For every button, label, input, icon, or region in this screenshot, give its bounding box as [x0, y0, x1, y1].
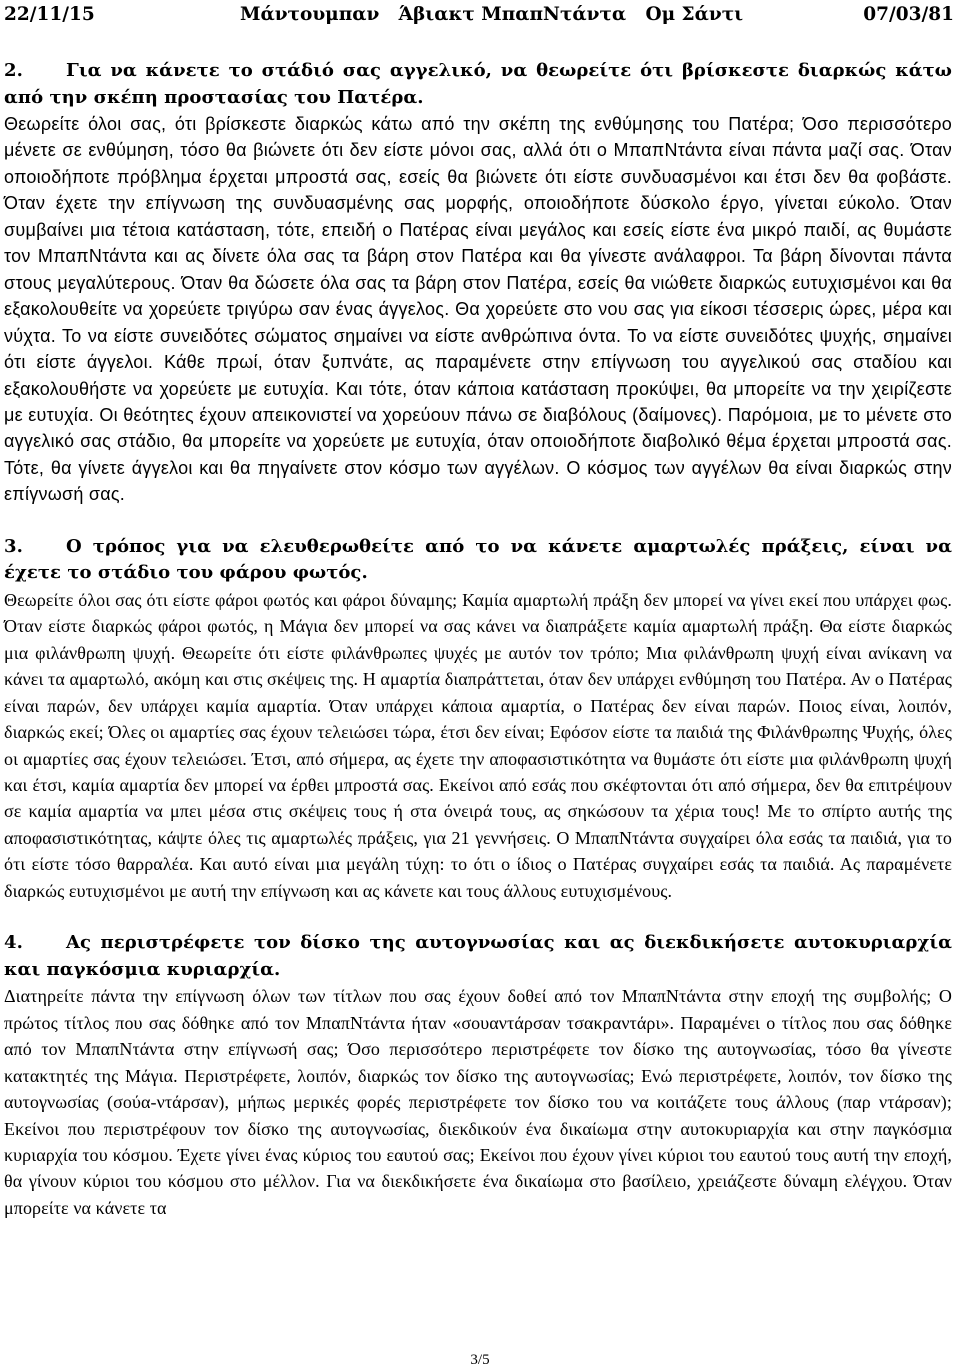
section-spacer: [4, 904, 952, 930]
section-2-body: Θεωρείτε όλοι σας, ότι βρίσκεστε διαρκώς κάτω από την σκέπη της ενθύμησης του Πατέρα; Όσο περισσότερο μένετε σε ενθύμηση, τόσο θα βιώνετε ότι δεν είστε μόνοι σας, αλλά ότι ο ΜπαπΝτάντα είναι πάντα μαζί σας. Όταν οποιοδήποτε πρόβλημα έρχεται μπροστά σας, εσείς θα βιώνετε ότι είστε συνδυασμένοι και έτσι δεν θα φοβάστε. Όταν έχετε την επίγνωση της συνδυασμένης σας μορφής, οποιοδήποτε δύσκολο έργο, γίνεται εύκολο. Όταν συμβαίνει μια τέτοια κατάσταση, τότε, επειδή ο Πατέρας είναι μεγάλος και εσείς είστε ένα μικρό παιδί, ας θυμάστε τον ΜπαπΝτάντα και ας δίνετε όλα σας τα βάρη στον Πατέρα και θα γίνεστε ανάλαφροι. Τα βάρη δίνονται πάντα στους μεγαλύτερους. Όταν θα δώσετε όλα σας τα βάρη στον Πατέρα, εσείς θα νιώθετε διαρκώς ευτυχισμένοι και θα εξακολουθείτε να χορεύετε τριγύρω σαν ένας άγγελος. Θα χορεύετε στο νου σας για είκοσι τέσσερις ώρες, μέρα και νύχτα. Το να είστε συνειδότες σώματος σημαίνει να είστε ανθρώπινα όντα. Το να είστε συνειδότες ψυχής, σημαίνει ότι είστε άγγελοι. Κάθε πρωί, όταν ξυπνάτε, ας παραμένετε στην επίγνωση του αγγελικού σας σταδίου και εξακολουθήστε να χορεύετε με ευτυχία. Και τότε, όταν κάποια κατάσταση προκύψει, θα μπορείτε να την χειρίζεστε με ευτυχία. Οι θεότητες έχουν απεικονιστεί να χορεύουν πάνω σε διαβόλους (δαίμονες). Παρόμοια, με το μένετε στο αγγελικό σας στάδιο, θα μπορείτε να χορεύετε με ευτυχία, όταν οποιοδήποτε διαβολικό θέμα έρχεται μπροστά σας. Τότε, θα γίνετε άγγελοι και θα πηγαίνετε στον κόσμο των αγγέλων. Ο κόσμος των αγγέλων θα είναι διαρκώς στην επίγνωσή σας.: [4, 114, 952, 505]
section-4-heading-text: Ας περιστρέφετε τον δίσκο της αυτογνωσίας και ας διεκδικήσετε αυτοκυριαρχία και παγκόσμια κυριαρχία.: [4, 932, 952, 980]
section-3-heading: [4, 534, 952, 587]
section-2-heading-text: Για να κάνετε το στάδιό σας αγγελικό, να θεωρείτε ότι βρίσκεστε διαρκώς κάτω από την σκέπη προστασίας του Πατέρα.: [4, 60, 952, 108]
header-date-right: 07/03/81: [863, 4, 954, 25]
page-header: [4, 2, 954, 28]
header-title: Μάντουμπαν Άβιακτ ΜπαπΝτάντα Ομ Σάντι: [240, 4, 744, 25]
section-2-heading: [4, 58, 952, 111]
document-body: [4, 58, 952, 1221]
section-spacer: [4, 508, 952, 534]
section-2-number: 2.: [4, 60, 23, 81]
section-4-body: Διατηρείτε πάντα την επίγνωση όλων των τίτλων που σας έχουν δοθεί από τον ΜπαπΝτάντα στην εποχή της συμβολής; Ο πρώτος τίτλος που σας δόθηκε από τον ΜπαπΝτάντα ήταν «σουαντάρσαν τσακραντάρι». Παραμένει ο τίτλος που σας δόθηκε από τον ΜπαπΝτάντα στην επίγνωσή σας; Όσο περισσότερο περιστρέφετε τον δίσκο της αυτογνωσίας, τόσο θα γίνεστε κατακτητές της Μάγια. Περιστρέφετε, λοιπόν, διαρκώς τον δίσκο της αυτογνωσίας; Ενώ περιστρέφετε, λοιπόν, τον δίσκο της αυτογνωσίας (σούα-ντάρσαν), μήπως μερικές φορές περιστρέφετε τον δίσκο του να κοιτάζετε τους άλλους (παρ ντάρσαν); Εκείνοι που περιστρέφουν τον δίσκο της αυτογνωσίας, διεκδικούν ένα δικαίωμα στην αυτοκυριαρχία και στην παγκόσμια κυριαρχία του κόσμου. Έχετε γίνει ένας κύριος του εαυτού σας; Εκείνοι που έχουν γίνει κύριοι του εαυτού τους αυτή την εποχή, θα γίνουν κύριοι του κόσμου στο μέλλον. Για να διεκδικήσετε ένα δικαίωμα στο βασίλειο, χρειάζεστε δύναμη ελέγχου. Όταν μπορείτε να κάνετε τα: [4, 986, 952, 1218]
section-3-body: Θεωρείτε όλοι σας ότι είστε φάροι φωτός και φάροι δύναμης; Καμία αμαρτωλή πράξη δεν μπορεί να γίνει εκεί που υπάρχει φως. Όταν είστε διαρκώς φάροι φωτός, η Μάγια δεν μπορεί να σας κάνει να διαπράξετε καμία αμαρτωλή πράξη. Θα είστε διαρκώς μια φιλάνθρωπη ψυχή. Θεωρείτε ότι είστε φιλάνθρωπες ψυχές με αυτόν τον τρόπο; Μια φιλάνθρωπη ψυχή είναι ανίκανη να κάνει τα αμαρτωλό, ακόμη και στις σκέψεις της. Η αμαρτία διαπράττεται, όταν δεν υπάρχει ενθύμηση του Πατέρα. Αν ο Πατέρας είναι παρών, δεν υπάρχει καμία αμαρτία. Όταν υπάρχει κάποια αμαρτία, ο Πατέρας δεν είναι παρών. Ποιος είναι, λοιπόν, διαρκώς εκεί; Όλες οι αμαρτίες σας έχουν τελειώσει τώρα, έτσι δεν είναι; Εφόσον είστε τα παιδιά της Φιλάνθρωπης Ψυχής, όλες οι αμαρτίες σας έχουν τελειώσει. Έτσι, από σήμερα, ας έχετε την αποφασιστικότητα να θυμάστε ότι είστε μια φιλάνθρωπη ψυχή και έτσι, καμία αμαρτία δεν μπορεί να έρθει μπροστά σας. Εκείνοι από εσάς που σκέφτονται ότι από σήμερα, δεν θα επιτρέψουν σε καμία αμαρτία να μπει μέσα στις σκέψεις τους ή στα όνειρά τους, ας σηκώσουν τα χέρια τους! Με το σπίρτο αυτής της αποφασιστικότητας, κάψτε όλες τις αμαρτωλές πράξεις, για 21 γεννήσεις. Ο ΜπαπΝτάντα συγχαίρει όλα εσάς τα παιδιά, για το ότι είστε τόσο θαρραλέα. Και αυτό είναι μια μεγάλη τύχη: το ότι ο ίδιος ο Πατέρας συγχαίρει εσάς τα παιδιά. Ας παραμένετε διαρκώς ευτυχισμένοι με αυτή την επίγνωση και ας κάνετε και τους άλλους ευτυχισμένους.: [4, 589, 952, 901]
header-date-left: 22/11/15: [4, 4, 95, 25]
section-4-number: 4.: [4, 932, 23, 954]
section-3-number: 3.: [4, 535, 23, 557]
section-4-heading: [4, 930, 952, 983]
section-3-heading-text: Ο τρόπος για να ελευθερωθείτε από το να κάνετε αμαρτωλές πράξεις, είναι να έχετε το στάδιο του φάρου φωτός.: [4, 535, 952, 584]
page-number: 3/5: [470, 1352, 490, 1368]
